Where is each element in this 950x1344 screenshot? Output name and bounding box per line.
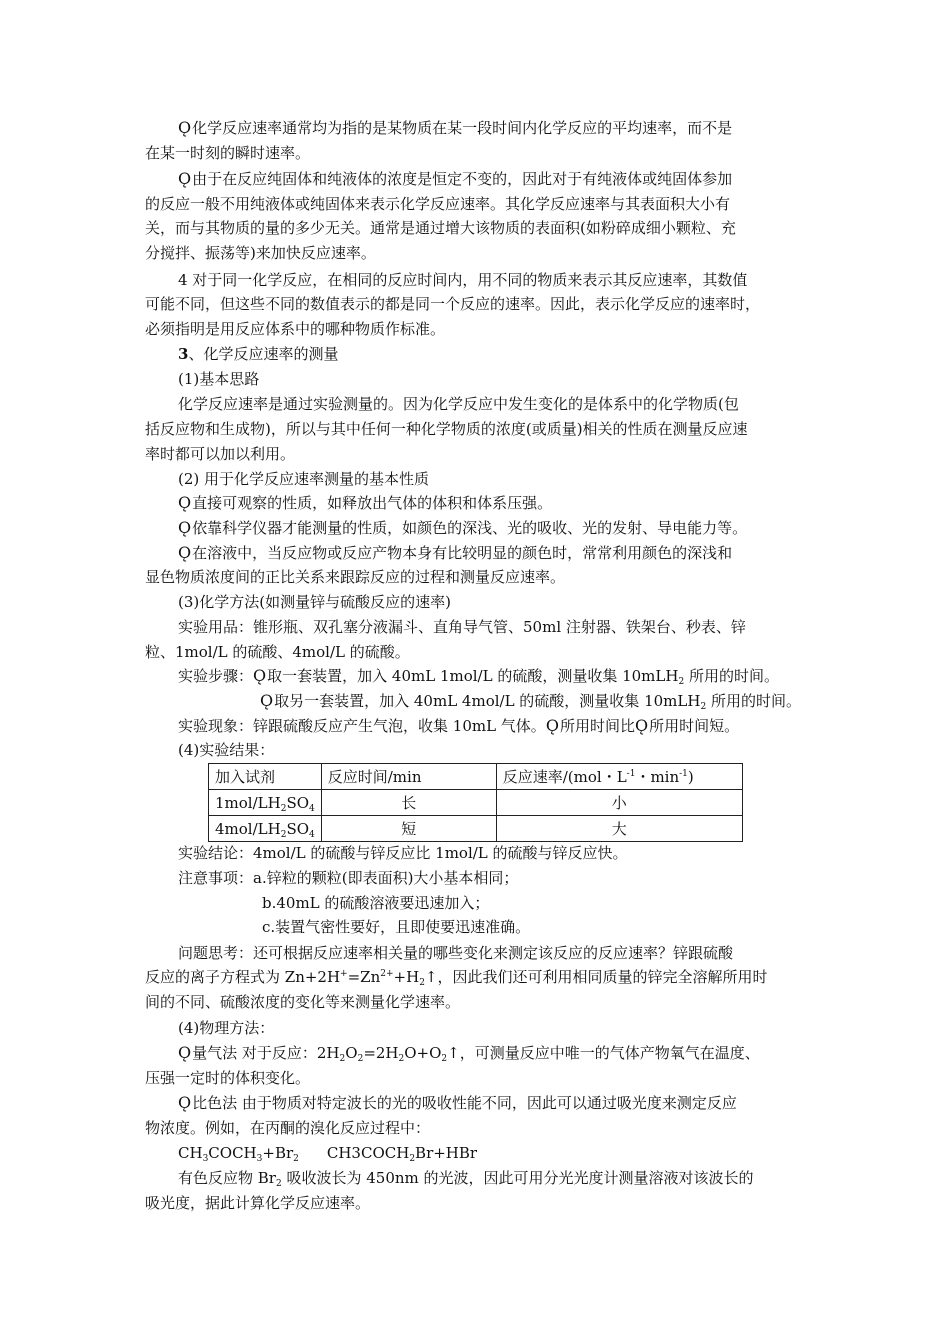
paragraph-line — [145, 143, 810, 163]
text: ・min — [635, 767, 680, 786]
bullet-icon: Ǫ — [178, 169, 192, 188]
text: 所用的时间。 — [684, 667, 779, 685]
text: c.装置气密性要好，且即使要迅速准确。 — [262, 918, 531, 936]
subscript: 4 — [309, 829, 315, 840]
paragraph-line — [145, 419, 810, 439]
paragraph-line — [145, 218, 810, 238]
text: =2H — [363, 1044, 399, 1062]
text: SO — [286, 819, 310, 838]
bullet-icon: Ǫ — [634, 716, 649, 735]
paragraph-line — [145, 642, 810, 662]
text: +Br — [262, 1144, 294, 1162]
bullet-icon: Ǫ — [178, 1093, 192, 1112]
superscript: 2+ — [380, 969, 394, 979]
text: 分搅拌、振荡等)来加快反应速率。 — [145, 244, 376, 262]
paragraph-line — [178, 716, 843, 736]
text: 比色法 由于物质对特定波长的光的吸收性能不同，因此可以通过吸光度来测定反应 — [192, 1094, 737, 1112]
subscript: 3 — [202, 1154, 209, 1164]
reagent-cell — [209, 816, 322, 842]
paragraph-line — [145, 194, 810, 214]
text: 注意事项：a.锌粒的颗粒(即表面积)大小基本相同； — [178, 869, 519, 887]
text: 实验步骤： — [178, 667, 254, 685]
text: 4 对于同一化学反应，在相同的反应时间内，用不同的物质来表示其反应速率，其数值 — [178, 271, 748, 289]
superscript: -1 — [679, 768, 688, 779]
text: 所用时间短。 — [649, 717, 740, 735]
bullet-icon: Ǫ — [178, 518, 192, 537]
header-cell: 反应时间/min — [321, 764, 496, 790]
text: ↑，可测量反应中唯一的气体产物氧气在温度、 — [447, 1044, 760, 1062]
bullet-icon: Ǫ — [178, 1043, 192, 1062]
paragraph-line — [178, 270, 843, 290]
text: 实验结论：4mol/L 的硫酸与锌反应比 1mol/L 的硫酸与锌反应快。 — [178, 844, 628, 862]
text: COCH — [208, 1144, 257, 1162]
paragraph-line — [178, 1043, 843, 1063]
text: 可能不同，但这些不同的数值表示的都是同一个反应的速率。因此，表示化学反应的速率时， — [145, 295, 761, 313]
paragraph-line — [260, 691, 925, 711]
paragraph-line — [178, 118, 843, 138]
results-table — [208, 763, 743, 842]
section-heading — [178, 344, 843, 364]
paragraph-line — [262, 893, 927, 913]
subheading — [178, 740, 843, 760]
text: 所用时间比 — [559, 717, 635, 735]
header-cell: 加入试剂 — [209, 764, 322, 790]
subscript: 2 — [357, 1054, 364, 1064]
text: CH3COCH — [326, 1144, 410, 1162]
subheading — [178, 369, 843, 389]
text: 关，而与其物质的量的多少无关。通常是通过增大该物质的表面积(如粉碎成细小颗粒、充 — [145, 219, 736, 237]
text: 粒、1mol/L 的硫酸、4mol/L 的硫酸。 — [145, 643, 410, 661]
paragraph-line — [145, 1068, 810, 1088]
text: (1)基本思路 — [178, 370, 260, 388]
text: 所用的时间。 — [706, 692, 801, 710]
subscript: 2 — [409, 1154, 416, 1164]
paragraph-line — [178, 666, 843, 686]
paragraph-line — [145, 444, 810, 464]
text: =Zn — [347, 968, 381, 986]
subheading — [178, 469, 843, 489]
paragraph-line — [145, 992, 810, 1012]
time-cell: 长 — [321, 790, 496, 816]
text: O — [345, 1044, 358, 1062]
paragraph-line — [145, 567, 810, 587]
paragraph-line — [178, 543, 843, 563]
paragraph-line — [145, 1193, 810, 1213]
paragraph-line — [145, 294, 810, 314]
paragraph-line — [178, 868, 843, 888]
text: SO — [286, 793, 310, 812]
paragraph-line — [178, 1093, 843, 1113]
bullet-icon: Ǫ — [545, 716, 559, 735]
subscript: 2 — [280, 829, 287, 840]
paragraph-line — [178, 518, 843, 538]
text: 4mol/LH — [215, 819, 281, 838]
text: 取另一套装置，加入 40mL 4mol/L 的硫酸，测量收集 10mLH — [274, 692, 701, 710]
text: 在溶液中，当反应物或反应产物本身有比较明显的颜色时，常常利用颜色的深浅和 — [192, 544, 733, 562]
subscript: 2 — [339, 1054, 346, 1064]
text: 间的不同、硫酸浓度的变化等来测量化学速率。 — [145, 993, 461, 1011]
bullet-icon: Ǫ — [253, 666, 267, 685]
table-header-row — [209, 764, 743, 790]
text: 化学反应速率通常均为指的是某物质在某一段时间内化学反应的平均速率，而不是 — [192, 119, 733, 137]
text: 1mol/LH — [215, 793, 281, 812]
bullet-icon: Ǫ — [260, 691, 274, 710]
text: O+O — [404, 1044, 442, 1062]
paragraph-line — [178, 169, 843, 189]
rate-cell: 小 — [496, 790, 742, 816]
paragraph-line — [145, 967, 810, 987]
subscript: 2 — [293, 1154, 299, 1164]
paragraph-line — [178, 943, 843, 963]
text: 物浓度。例如，在丙酮的溴化反应过程中： — [145, 1119, 431, 1137]
paragraph-line — [178, 394, 843, 414]
superscript: + — [340, 969, 348, 979]
paragraph-line — [262, 917, 927, 937]
rate-cell: 大 — [496, 816, 742, 842]
bullet-icon: Ǫ — [178, 493, 192, 512]
subscript: 2 — [441, 1054, 448, 1064]
text: 的反应一般不用纯液体或纯固体来表示化学反应速率。其化学反应速率与其表面积大小有 — [145, 195, 731, 213]
table-row — [209, 790, 743, 816]
paragraph-line — [145, 319, 810, 339]
text: 依靠科学仪器才能测量的性质，如颜色的深浅、光的吸收、光的发射、导电能力等。 — [192, 519, 748, 537]
text: ) — [687, 767, 694, 786]
reagent-cell — [209, 790, 322, 816]
text: 率时都可以加以利用。 — [145, 445, 296, 463]
text: b.40mL 的硫酸溶液要迅速加入； — [262, 894, 490, 912]
subscript: 3 — [256, 1154, 263, 1164]
text: 问题思考：还可根据反应速率相关量的哪些变化来测定该反应的反应速率？锌跟硫酸 — [178, 944, 734, 962]
text: 在某一时刻的瞬时速率。 — [145, 144, 311, 162]
text: 取一套装置，加入 40mL 1mol/L 的硫酸，测量收集 10mLH — [267, 667, 679, 685]
subscript: 2 — [678, 677, 685, 687]
text: 化学反应速率是通过实验测量的。因为化学反应中发生变化的是体系中的化学物质(包 — [178, 395, 739, 413]
header-cell — [496, 764, 742, 790]
text: ↑，因此我们还可利用相同质量的锌完全溶解所用时 — [424, 968, 768, 986]
subheading — [178, 1018, 843, 1038]
time-cell: 短 — [321, 816, 496, 842]
subscript: 2 — [275, 1179, 282, 1189]
superscript: -1 — [626, 768, 636, 779]
text: (3)化学方法(如测量锌与硫酸反应的速率) — [178, 593, 451, 611]
section-number: 3 — [178, 345, 189, 363]
text: 括反应物和生成物)，所以与其中任何一种化学物质的浓度(或质量)相关的性质在测量反应速 — [145, 420, 748, 438]
bullet-icon: Ǫ — [178, 543, 192, 562]
text: 由于在反应纯固体和纯液体的浓度是恒定不变的，因此对于有纯液体或纯固体参加 — [192, 170, 733, 188]
paragraph-line — [145, 1118, 810, 1138]
text: (4)物理方法： — [178, 1019, 275, 1037]
text: 实验用品：锥形瓶、双孔塞分液漏斗、直角导气管、50ml 注射器、铁架台、秒表、锌 — [178, 618, 746, 636]
text: (2) 用于化学反应速率测量的基本性质 — [178, 470, 430, 488]
subscript: 2 — [700, 702, 707, 712]
subscript: 2 — [419, 978, 425, 988]
equation-line — [178, 1143, 843, 1163]
text: 压强一定时的体积变化。 — [145, 1069, 311, 1087]
text: +H — [393, 968, 420, 986]
bullet-icon: Ǫ — [178, 118, 192, 137]
subscript: 2 — [280, 803, 287, 814]
text: 有色反应物 Br — [178, 1169, 276, 1187]
section-title: 、化学反应速率的测量 — [188, 345, 339, 363]
text: 必须指明是用反应体系中的哪种物质作标准。 — [145, 320, 446, 338]
paragraph-line — [178, 1168, 843, 1188]
text: 实验现象：锌跟硫酸反应产生气泡，收集 10mL 气体。 — [178, 717, 546, 735]
paragraph-line — [145, 243, 810, 263]
text: Br+HBr — [415, 1144, 478, 1162]
text: 吸光度，据此计算化学反应速率。 — [145, 1194, 371, 1212]
subscript: 4 — [309, 803, 315, 814]
text: 反应的离子方程式为 Zn+2H — [145, 968, 341, 986]
table-row — [209, 816, 743, 842]
paragraph-line — [178, 617, 843, 637]
text: 显色物质浓度间的正比关系来跟踪反应的过程和测量反应速率。 — [145, 568, 566, 586]
text: 量气法 对于反应：2H — [192, 1044, 340, 1062]
text: 直接可观察的性质，如释放出气体的体积和体系压强。 — [192, 494, 553, 512]
text: (4)实验结果： — [178, 741, 275, 759]
paragraph-line — [178, 843, 843, 863]
text: 反应速率/(mol・L — [502, 767, 627, 786]
subheading — [178, 592, 843, 612]
subscript: 2 — [398, 1054, 405, 1064]
text: CH — [178, 1144, 203, 1162]
text: 吸收波长为 450nm 的光波，因此可用分光光度计测量溶液对该波长的 — [281, 1169, 754, 1187]
paragraph-line — [178, 493, 843, 513]
